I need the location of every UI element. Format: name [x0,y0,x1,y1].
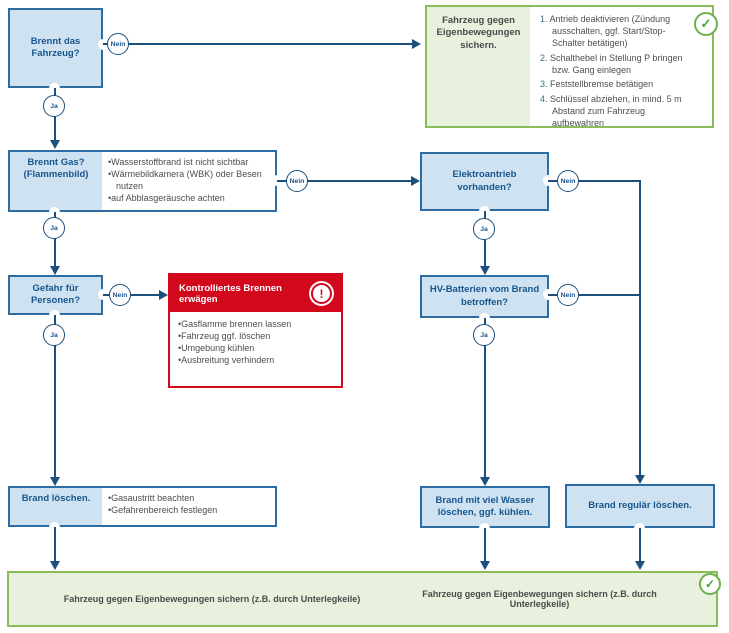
label-ja-circle [43,95,65,117]
arrowhead-icon [159,290,168,300]
label-ja-circle [43,217,65,239]
decision-label-line1: Brennt Gas? [27,157,85,168]
decision-label [10,152,102,210]
result-text-left: Fahrzeug gegen Eigenbewegungen sichern (z.B. durch Unterlegkeile) [63,594,361,604]
decision-label: Elektroantrieb vorhanden? [452,169,517,193]
connector-loeschen-bar [54,527,56,563]
connector-wasser-bar [484,528,486,563]
decision-box-gefahr-personen [8,275,103,315]
result-bar-sichern [7,571,718,627]
connector-elektro-nein-down [639,180,641,477]
result-text-right: Fahrzeug gegen Eigenbewegungen sichern (z.B. durch Unterlegkeile) [422,589,657,609]
ja-label: Ja [50,331,58,339]
decision-notes [102,152,275,210]
decision-box-brennt-gas [8,150,277,212]
warning-body [170,312,341,373]
ja-label: Ja [480,225,488,233]
bullet-item: • auf Abblasgeräusche achten [108,193,269,205]
label-ja-circle [473,218,495,240]
step-item: Antrieb deaktivieren (Zündung ausschalten, ggf. Start/Stop-Schalter betätigen) [549,14,671,48]
exclamation-glyph: ! [319,286,324,301]
ja-label: Ja [50,102,58,110]
nein-label: Nein [560,291,576,299]
decision-label: HV-Batterien vom Brand betroffen? [429,284,540,308]
label-nein-circle [109,284,131,306]
bullet-item: • Gasflamme brennen lassen [178,319,333,331]
check-icon [699,573,721,595]
label-ja-circle [473,324,495,346]
decision-label-line2: (Flammenbild) [23,169,89,181]
decision-box-elektroantrieb [420,152,549,211]
arrowhead-icon [50,140,60,149]
bullet-item: • Wärmebildkamera (WBK) oder Besen nutzen [108,169,269,193]
label-nein-circle [286,170,308,192]
arrowhead-icon [480,477,490,486]
arrowhead-icon [480,561,490,570]
decision-box-fahrzeug-brennt [8,8,103,88]
decision-label: Gefahr für Personen? [30,282,81,306]
action-label: Brand löschen. [10,488,102,525]
ja-label: Ja [480,331,488,339]
bullet-item: • Gefahrenbereich festlegen [108,505,269,517]
arrowhead-icon [412,39,421,49]
arrowhead-icon [411,176,420,186]
bullet-item: • Ausbreitung verhindern [178,355,333,367]
ja-label: Ja [50,224,58,232]
nein-label: Nein [289,177,305,185]
nein-label: Nein [112,291,128,299]
check-glyph: ✓ [700,16,712,31]
nein-label: Nein [560,177,576,185]
connector-fahrzeug-nein [103,43,413,45]
label-nein-circle [107,33,129,55]
nein-label: Nein [110,40,126,48]
decision-box-hv-batterien [420,275,549,318]
warning-title: Kontrolliertes Brennen erwägen [179,282,282,305]
bullet-item: • Fahrzeug ggf. löschen [178,331,333,343]
arrowhead-icon [635,561,645,570]
action-notes [102,488,275,525]
arrowhead-icon [50,477,60,486]
action-box-viel-wasser [420,486,550,528]
info-box-steps [530,7,712,126]
arrowhead-icon [50,561,60,570]
action-label: Brand regulär löschen. [588,499,692,511]
label-nein-circle [557,284,579,306]
action-box-brand-regulaer [565,484,715,528]
step-item: Schalthebel in Stellung P bringen bzw. Gang einlegen [550,52,683,75]
arrowhead-icon [480,266,490,275]
step-item: Schlüssel abziehen, in mind. 5 m Abstand zum Fahrzeug aufbewahren [550,94,682,128]
bullet-item: • Gasaustritt beachten [108,493,269,505]
check-glyph: ✓ [704,577,716,591]
arrowhead-icon [50,266,60,275]
label-nein-circle [557,170,579,192]
bullet-item: • Umgebung kühlen [178,343,333,355]
connector-regulaer-bar [639,528,641,563]
action-label: Brand mit viel Wasser löschen, ggf. kühlen. [435,494,535,518]
bullet-item: • Wasserstoffbrand ist nicht sichtbar [108,157,269,169]
label-ja-circle [43,324,65,346]
decision-label: Brennt das Fahrzeug? [30,35,81,59]
step-item: Feststellbremse betätigen [550,79,654,90]
arrowhead-icon [635,475,645,484]
exclamation-icon [311,283,332,304]
check-icon [694,12,718,36]
info-box-title: Fahrzeug gegen Eigenbewegungen sichern. [427,7,530,126]
info-box-eigenbewegung-sichern [425,5,714,128]
action-box-brand-loeschen [8,486,277,527]
